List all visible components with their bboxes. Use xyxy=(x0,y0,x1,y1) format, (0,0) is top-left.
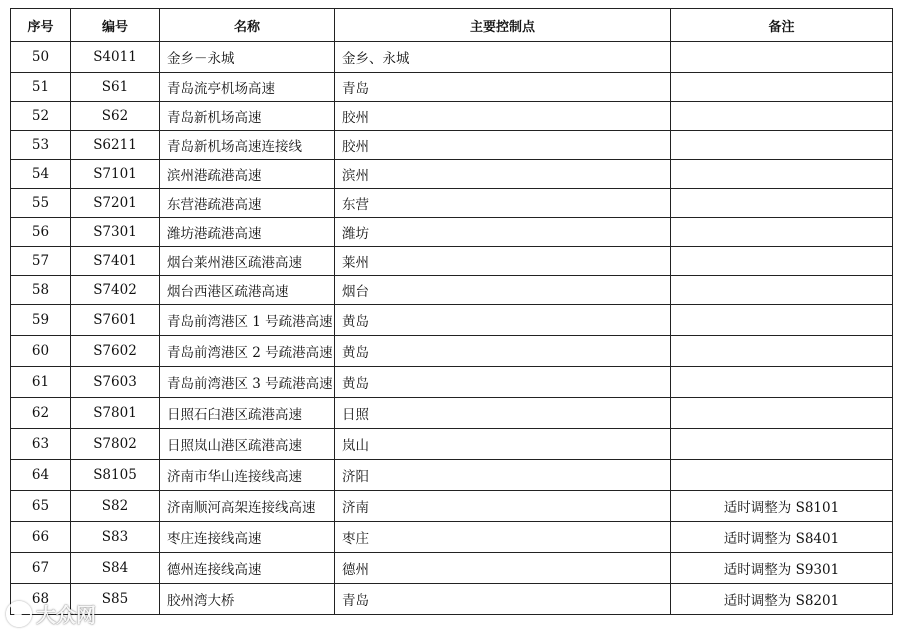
cell-name: 胶州湾大桥 xyxy=(160,584,335,615)
cell-seq: 55 xyxy=(11,189,71,218)
cell-control: 烟台 xyxy=(335,276,671,305)
cell-seq: 54 xyxy=(11,160,71,189)
cell-control: 济阳 xyxy=(335,460,671,491)
cell-seq: 50 xyxy=(11,42,71,73)
cell-seq: 67 xyxy=(11,553,71,584)
cell-control: 德州 xyxy=(335,553,671,584)
cell-control: 胶州 xyxy=(335,131,671,160)
cell-name: 东营港疏港高速 xyxy=(160,189,335,218)
cell-seq: 65 xyxy=(11,491,71,522)
cell-name: 烟台西港区疏港高速 xyxy=(160,276,335,305)
cell-name: 滨州港疏港高速 xyxy=(160,160,335,189)
table-row xyxy=(11,102,893,131)
table-row xyxy=(11,522,893,553)
table-row xyxy=(11,336,893,367)
table-row xyxy=(11,189,893,218)
cell-code: S7801 xyxy=(71,398,160,429)
cell-code: S8105 xyxy=(71,460,160,491)
cell-code: S7401 xyxy=(71,247,160,276)
table-body xyxy=(11,42,893,615)
cell-seq: 64 xyxy=(11,460,71,491)
cell-control: 东营 xyxy=(335,189,671,218)
table-row xyxy=(11,42,893,73)
cell-code: S7201 xyxy=(71,189,160,218)
cell-name: 青岛新机场高速连接线 xyxy=(160,131,335,160)
cell-code: S7802 xyxy=(71,429,160,460)
table-row xyxy=(11,131,893,160)
table-row xyxy=(11,460,893,491)
cell-name: 青岛前湾港区 2 号疏港高速 xyxy=(160,336,335,367)
cell-seq: 59 xyxy=(11,305,71,336)
cell-note xyxy=(671,73,893,102)
table-header xyxy=(11,9,893,42)
cell-code: S61 xyxy=(71,73,160,102)
cell-seq: 68 xyxy=(11,584,71,615)
table-row xyxy=(11,73,893,102)
table-row xyxy=(11,160,893,189)
cell-note xyxy=(671,247,893,276)
cell-code: S62 xyxy=(71,102,160,131)
table-row xyxy=(11,584,893,615)
watermark-text: 大众网 xyxy=(36,603,96,627)
cell-seq: 51 xyxy=(11,73,71,102)
table-row xyxy=(11,305,893,336)
cell-control: 济南 xyxy=(335,491,671,522)
cell-name: 潍坊港疏港高速 xyxy=(160,218,335,247)
header-code: 编号 xyxy=(71,9,160,42)
cell-seq: 56 xyxy=(11,218,71,247)
table-row xyxy=(11,553,893,584)
cell-control: 青岛 xyxy=(335,73,671,102)
table-row xyxy=(11,491,893,522)
table-row xyxy=(11,247,893,276)
cell-seq: 53 xyxy=(11,131,71,160)
cell-control: 青岛 xyxy=(335,584,671,615)
cell-name: 青岛前湾港区 1 号疏港高速 xyxy=(160,305,335,336)
cell-control: 金乡、永城 xyxy=(335,42,671,73)
table-row xyxy=(11,367,893,398)
cell-note: 适时调整为 S8101 xyxy=(671,491,893,522)
table-row xyxy=(11,429,893,460)
cell-name: 青岛流亭机场高速 xyxy=(160,73,335,102)
cell-note: 适时调整为 S9301 xyxy=(671,553,893,584)
cell-note xyxy=(671,131,893,160)
cell-name: 青岛前湾港区 3 号疏港高速 xyxy=(160,367,335,398)
document-page xyxy=(10,8,892,615)
cell-control: 黄岛 xyxy=(335,367,671,398)
cell-seq: 63 xyxy=(11,429,71,460)
cell-note xyxy=(671,42,893,73)
cell-control: 黄岛 xyxy=(335,305,671,336)
cell-seq: 66 xyxy=(11,522,71,553)
cell-note xyxy=(671,102,893,131)
cell-note xyxy=(671,189,893,218)
cell-code: S85 xyxy=(71,584,160,615)
cell-note xyxy=(671,429,893,460)
cell-code: S7601 xyxy=(71,305,160,336)
table-row xyxy=(11,276,893,305)
cell-name: 日照石臼港区疏港高速 xyxy=(160,398,335,429)
cell-note xyxy=(671,336,893,367)
cell-code: S83 xyxy=(71,522,160,553)
cell-code: S7603 xyxy=(71,367,160,398)
highway-table xyxy=(10,8,893,615)
cell-note xyxy=(671,367,893,398)
cell-code: S7101 xyxy=(71,160,160,189)
cell-control: 胶州 xyxy=(335,102,671,131)
cell-name: 青岛新机场高速 xyxy=(160,102,335,131)
cell-name: 德州连接线高速 xyxy=(160,553,335,584)
cell-seq: 52 xyxy=(11,102,71,131)
cell-seq: 58 xyxy=(11,276,71,305)
cell-control: 岚山 xyxy=(335,429,671,460)
table-row xyxy=(11,398,893,429)
cell-code: S84 xyxy=(71,553,160,584)
cell-seq: 61 xyxy=(11,367,71,398)
cell-note xyxy=(671,460,893,491)
cell-control: 日照 xyxy=(335,398,671,429)
cell-control: 滨州 xyxy=(335,160,671,189)
cell-note xyxy=(671,276,893,305)
cell-name: 烟台莱州港区疏港高速 xyxy=(160,247,335,276)
cell-name: 日照岚山港区疏港高速 xyxy=(160,429,335,460)
cell-note xyxy=(671,305,893,336)
cell-name: 金乡－永城 xyxy=(160,42,335,73)
cell-code: S82 xyxy=(71,491,160,522)
cell-name: 济南市华山连接线高速 xyxy=(160,460,335,491)
cell-note xyxy=(671,160,893,189)
cell-control: 枣庄 xyxy=(335,522,671,553)
cell-code: S7602 xyxy=(71,336,160,367)
header-seq: 序号 xyxy=(11,9,71,42)
cell-seq: 60 xyxy=(11,336,71,367)
header-row xyxy=(11,9,893,42)
cell-seq: 57 xyxy=(11,247,71,276)
header-control: 主要控制点 xyxy=(335,9,671,42)
cell-code: S6211 xyxy=(71,131,160,160)
cell-note: 适时调整为 S8401 xyxy=(671,522,893,553)
cell-name: 枣庄连接线高速 xyxy=(160,522,335,553)
cell-control: 莱州 xyxy=(335,247,671,276)
cell-seq: 62 xyxy=(11,398,71,429)
table-row xyxy=(11,218,893,247)
header-name: 名称 xyxy=(160,9,335,42)
cell-note xyxy=(671,218,893,247)
cell-code: S7301 xyxy=(71,218,160,247)
header-note: 备注 xyxy=(671,9,893,42)
cell-note: 适时调整为 S8201 xyxy=(671,584,893,615)
cell-note xyxy=(671,398,893,429)
cell-code: S7402 xyxy=(71,276,160,305)
cell-control: 潍坊 xyxy=(335,218,671,247)
cell-code: S4011 xyxy=(71,42,160,73)
cell-control: 黄岛 xyxy=(335,336,671,367)
cell-name: 济南顺河高架连接线高速 xyxy=(160,491,335,522)
